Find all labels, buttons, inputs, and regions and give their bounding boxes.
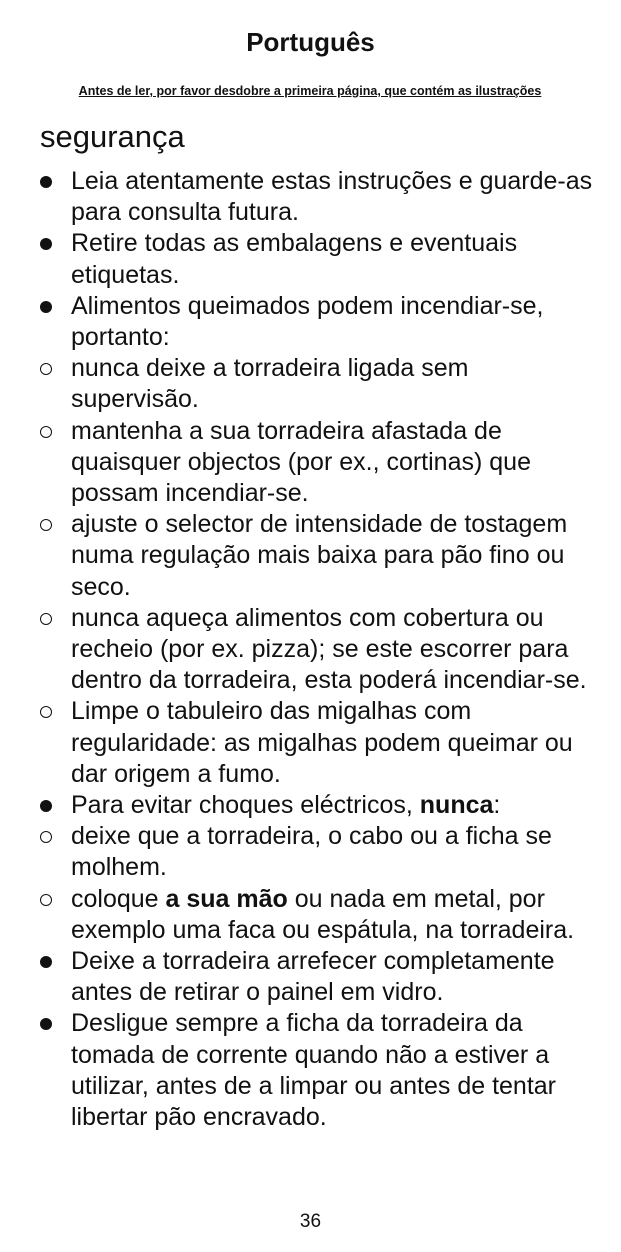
list-item [0, 603, 621, 697]
list-item-text: Para evitar choques eléctricos, [71, 791, 420, 820]
list-item [0, 416, 621, 510]
list-item [0, 1008, 621, 1133]
bullet-icon [40, 956, 52, 968]
page-number: 36 [299, 1211, 322, 1232]
bullet-icon [40, 800, 52, 812]
emphasis-text: a sua mão [165, 884, 288, 913]
circle-bullet-icon [40, 519, 52, 531]
list-item-text: Leia atentamente estas instruções e guarde-as para consulta futura. [71, 167, 593, 227]
list-item [0, 884, 621, 946]
bullet-icon [40, 1018, 52, 1030]
list-item [0, 291, 621, 353]
bullet-icon [40, 176, 52, 188]
list-item-text: Deixe a torradeira arrefecer completamente antes de retirar o painel em vidro. [71, 947, 555, 1007]
circle-bullet-icon [40, 426, 52, 438]
list-item [0, 946, 621, 1008]
list-item [0, 696, 621, 790]
section-heading: segurança [40, 119, 185, 154]
list-item [0, 509, 621, 603]
list-item [0, 353, 621, 415]
bullet-icon [40, 238, 52, 250]
circle-bullet-icon [40, 831, 52, 843]
circle-bullet-icon [40, 363, 52, 375]
emphasis-text: nunca [419, 791, 494, 820]
list-item [0, 790, 621, 821]
list-item-text: Retire todas as embalagens e eventuais etiquetas. [71, 229, 518, 289]
page-title: Português [246, 27, 375, 57]
list-item [0, 228, 621, 290]
list-item-text: Desligue sempre a ficha da torradeira da tomada de corrente quando não a estiver a utilizar, antes de a limpar ou antes de tentar libertar pão encravado. [71, 1009, 557, 1132]
list-item-text: Alimentos queimados podem incendiar-se, portanto: [71, 291, 544, 352]
list-item-text: ajuste o selector de intensidade de tostagem numa regulação mais baixa para pão fino ou seco. [71, 510, 568, 601]
list-item-text: coloque [71, 884, 166, 913]
list-item-text: Limpe o tabuleiro das migalhas com regularidade: as migalhas podem queimar ou dar origem a fumo. [71, 697, 573, 788]
list-item-text: nunca deixe a torradeira ligada sem supervisão. [71, 354, 469, 414]
circle-bullet-icon [40, 894, 52, 906]
list-item [0, 166, 621, 228]
circle-bullet-icon [40, 613, 52, 625]
bullet-icon [40, 301, 52, 313]
unfold-notice: Antes de ler, por favor desdobre a primeira página, que contém as ilustrações [78, 84, 542, 98]
list-item-text: nunca aqueça alimentos com cobertura ou recheio (por ex. pizza); se este escorrer para dentro da torradeira, esta poderá incendiar-se. [71, 603, 587, 695]
list-item-text: ou nada em metal, por exemplo uma faca ou espátula, na torradeira. [71, 884, 575, 944]
list-item-text: : [493, 791, 501, 820]
list-item [0, 821, 621, 883]
circle-bullet-icon [40, 706, 52, 718]
list-item-text: mantenha a sua torradeira afastada de quaisquer objectos (por ex., cortinas) que possam incendiar-se. [71, 416, 531, 508]
list-item-text: deixe que a torradeira, o cabo ou a ficha se molhem. [71, 822, 552, 882]
safety-list [0, 166, 621, 1133]
